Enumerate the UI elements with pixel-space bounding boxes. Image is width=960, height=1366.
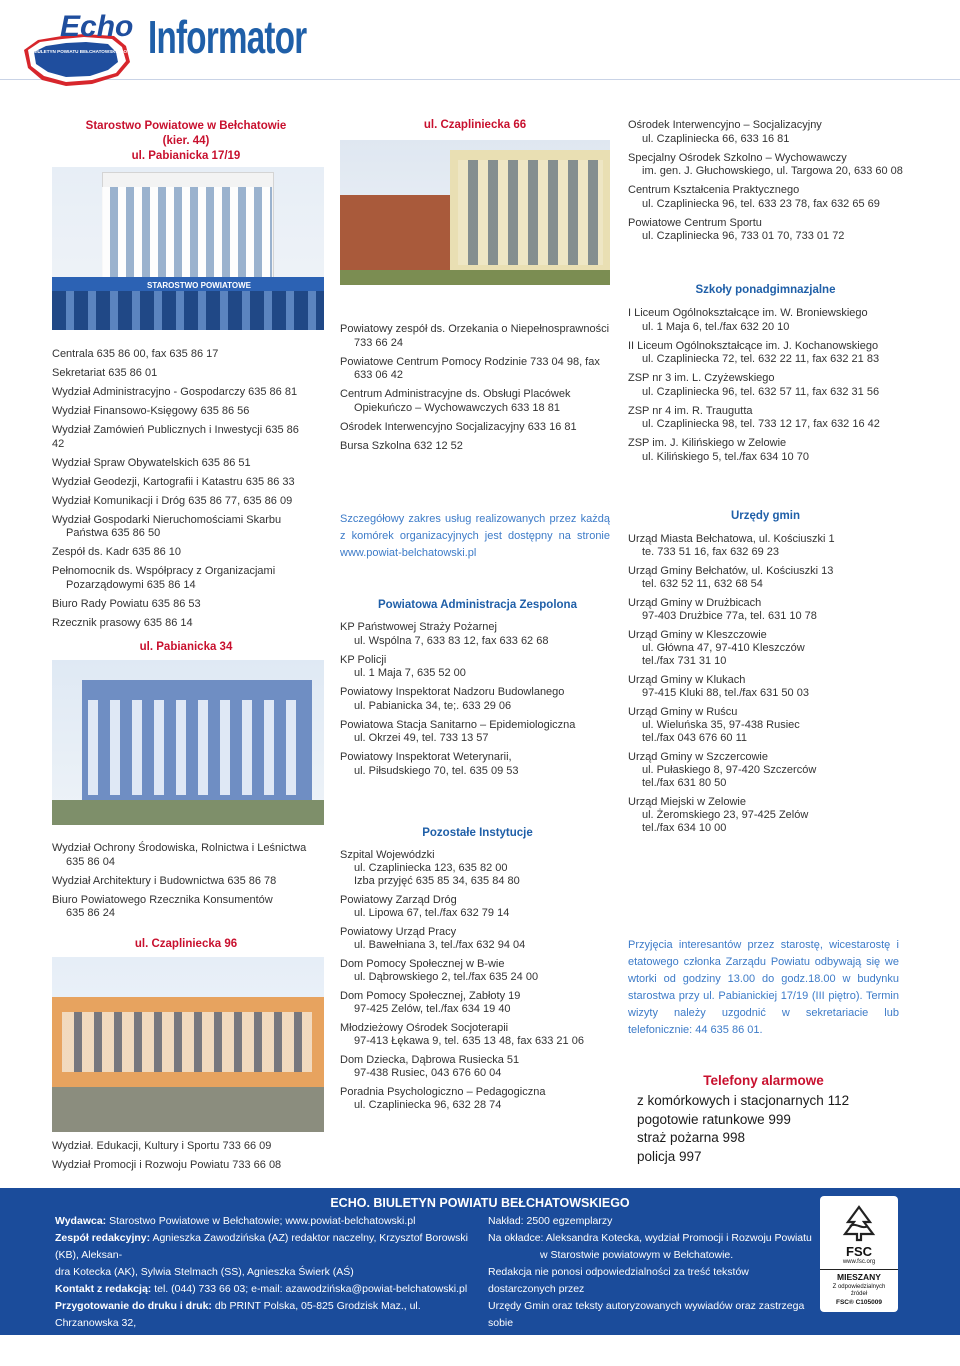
list-item: Wydział Architektury i Budownictwa 635 86 78 bbox=[52, 874, 277, 887]
list-item: Powiatowa Stacja Sanitarno – Epidemiologiczna ul. Okrzei 49, tel. 733 13 57 bbox=[340, 718, 576, 744]
col2-note: Szczegółowy zakres usług realizowanych przez każdą z komórek organizacyjnych jest dostępny na stronie www.powiat-belchatowski.pl bbox=[340, 513, 610, 559]
footer-title: ECHO. BIULETYN POWIATU BEŁCHATOWSKIEGO bbox=[330, 1196, 630, 1210]
col2-heading-administracja: Powiatowa Administracja Zespolona bbox=[378, 599, 577, 611]
alarm-line: straż pożarna 998 bbox=[637, 1130, 746, 1145]
list-item: Poradnia Psychologiczno – Pedagogiczna ul. Czapliniecka 96, 632 28 74 bbox=[340, 1085, 546, 1111]
list-item: Powiatowy zespół ds. Orzekania o Niepełnosprawności 733 66 24 bbox=[340, 323, 610, 349]
footer-line: Urzędy Gmin oraz teksty autoryzowanych wywiadów oraz zastrzega sobie bbox=[488, 1300, 805, 1329]
col3-list-urzedy bbox=[628, 533, 928, 841]
photo-czapliniecka66-building bbox=[340, 140, 610, 285]
alarm-line: policja 997 bbox=[637, 1148, 702, 1164]
list-item: Młodzieżowy Ośrodek Socjoterapii 97-413 Łękawa 9, tel. 635 13 48, fax 633 21 06 bbox=[340, 1021, 584, 1047]
photo-starostwo-building bbox=[52, 167, 324, 330]
alarm-title: Telefony alarmowe bbox=[703, 1073, 824, 1088]
list-item: Urząd Gminy w Drużbicach 97-403 Drużbice 77a, tel. 631 10 78 bbox=[628, 596, 817, 623]
list-item: Dom Pomocy Społecznej, Zabłoty 19 97-425 Zelów, tel./fax 634 19 40 bbox=[340, 989, 521, 1016]
list-item: Wydział Administracyjno - Gospodarczy 635 86 81 bbox=[52, 386, 298, 398]
photo-sign: STAROSTWO POWIATOWE bbox=[147, 281, 251, 290]
list-item: Ośrodek Interwencyjno Socjalizacyjny 633 16 81 bbox=[340, 420, 577, 433]
list-item: Urząd Miejski w Zelowie ul. Żeromskiego 23, 97-425 Zelów tel./fax 634 10 00 bbox=[628, 795, 809, 835]
echo-logo bbox=[18, 6, 138, 88]
list-item: Zespół ds. Kadr 635 86 10 bbox=[52, 546, 182, 558]
list-item: KP Państwowej Straży Pożarnej ul. Wspólna 7, 633 83 12, fax 633 62 68 bbox=[340, 621, 549, 647]
list-item: Dom Dziecka, Dąbrowa Rusiecka 51 97-438 Rusiec, 043 676 60 04 bbox=[340, 1053, 520, 1079]
list-item: Biuro Powiatowego Rzecznika Konsumentów 635 86 24 bbox=[52, 893, 273, 919]
col1-heading-starostwo: Starostwo Powiatowe w Bełchatowie (kier. 44) ul. Pabianicka 17/19 bbox=[85, 120, 287, 162]
footer-line: Zespół redakcyjny: Agnieszka Zawodzińska (AZ) redaktor naczelny, Krzysztof Borowski (KB), Aleksan- bbox=[55, 1232, 468, 1261]
fsc-url: www.fsc.org bbox=[842, 1259, 876, 1265]
list-item: Centrum Administracyjne ds. Obsługi Placówek Opiekuńczo – Wychowawczych 633 18 81 bbox=[340, 388, 571, 414]
col2-list-czapliniecka66 bbox=[340, 323, 615, 459]
list-item: Bursa Szkolna 632 12 52 bbox=[340, 439, 463, 452]
list-item: Urząd Gminy w Szczercowie ul. Pułaskiego 8, 97-420 Szczerców tel./fax 631 80 50 bbox=[628, 750, 817, 790]
list-item: Powiatowy Urząd Pracy ul. Bawełniana 3, tel./fax 632 94 04 bbox=[340, 926, 526, 952]
page-title: Informator bbox=[148, 11, 307, 63]
col3-list-placowki bbox=[628, 119, 928, 249]
footer-line: Nakład: 2500 egzemplarzy bbox=[488, 1215, 613, 1227]
list-item: Ośrodek Interwencyjno – Socjalizacyjny ul. Czapliniecka 66, 633 16 81 bbox=[628, 119, 822, 145]
list-item: Dom Pomocy Społecznej w B-wie ul. Dąbrowskiego 2, tel./fax 635 24 00 bbox=[340, 957, 539, 984]
col2-heading-czapliniecka66: ul. Czapliniecka 66 bbox=[423, 119, 527, 131]
list-item: Wydział Komunikacji i Dróg 635 86 77, 635 86 09 bbox=[52, 494, 293, 507]
footer-line: Wydawca: Starostwo Powiatowe w Bełchatowie; www.powiat-belchatowski.pl bbox=[55, 1215, 416, 1227]
col1-list-starostwo bbox=[52, 348, 314, 636]
alarm-line: z komórkowych i stacjonarnych 112 bbox=[637, 1093, 850, 1108]
col1-heading-pabianicka34: ul. Pabianicka 34 bbox=[139, 641, 233, 653]
fsc-tree-icon bbox=[840, 1204, 878, 1242]
list-item: ZSP nr 4 im. R. Traugutta ul. Czapliniecka 98, tel. 733 12 17, fax 632 16 42 bbox=[628, 404, 880, 430]
col1-list-pabianicka34 bbox=[52, 842, 314, 926]
list-item: Powiatowy Inspektorat Weterynarii, ul. Piłsudskiego 70, tel. 635 09 53 bbox=[340, 751, 519, 777]
fsc-code: FSC® C105009 bbox=[836, 1299, 882, 1306]
list-item: Wydział Ochrony Środowiska, Rolnictwa i Leśnictwa 635 86 04 bbox=[52, 842, 307, 868]
logo-subtitle: BIULETYN POWIATU BEŁCHATOWSKIEGO bbox=[32, 49, 128, 54]
list-item: Biuro Rady Powiatu 635 86 53 bbox=[52, 597, 201, 610]
footer-line: dra Kotecka (AK), Sylwia Stelmach (SS), Agnieszka Świerk (AŚ) bbox=[55, 1266, 354, 1278]
col2-heading-instytucje: Pozostałe Instytucje bbox=[422, 827, 533, 839]
list-item: Urząd Gminy w Klukach 97-415 Kluki 88, tel./fax 631 50 03 bbox=[628, 673, 809, 700]
list-item: Powiatowy Inspektorat Nadzoru Budowlanego ul. Pabianicka 34, te;. 633 29 06 bbox=[340, 686, 565, 712]
list-item: Pełnomocnik ds. Współpracy z Organizacjami Pozarządowymi 635 86 14 bbox=[52, 565, 276, 591]
list-item: Urząd Gminy Bełchatów, ul. Kościuszki 13 tel. 632 52 11, 632 68 54 bbox=[628, 564, 834, 591]
list-item: Specjalny Ośrodek Szkolno – Wychowawczy im. gen. J. Głuchowskiego, ul. Targowa 20, 633 60 08 bbox=[628, 151, 903, 177]
list-item: Rzecznik prasowy 635 86 14 bbox=[52, 616, 193, 629]
list-item: Wydział Geodezji, Kartografii i Katastru 635 86 33 bbox=[52, 475, 295, 488]
header-rule bbox=[0, 79, 960, 80]
footer-right bbox=[488, 1213, 813, 1366]
list-item: Wydział Promocji i Rozwoju Powiatu 733 66 08 bbox=[52, 1159, 282, 1171]
list-item: Powiatowe Centrum Sportu ul. Czapliniecka 96, 733 01 70, 733 01 72 bbox=[628, 216, 845, 242]
col2-list-instytucje bbox=[340, 849, 615, 1117]
col2-list-administracja bbox=[340, 621, 615, 784]
list-item: Wydział. Edukacji, Kultury i Sportu 733 66 09 bbox=[52, 1140, 272, 1152]
footer-line: prawo do umieszczania artykułów na stronie www.powiat-belchatowski.pl. bbox=[488, 1334, 756, 1363]
list-item: Wydział Gospodarki Nieruchomościami Skarbu Państwa 635 86 50 bbox=[52, 513, 282, 539]
list-item: Wydział Spraw Obywatelskich 635 86 51 bbox=[52, 456, 251, 469]
logo-text: Echo bbox=[60, 10, 134, 43]
footer bbox=[0, 1188, 960, 1363]
fsc-brand: FSC bbox=[846, 1244, 872, 1259]
col3-list-szkoly bbox=[628, 307, 928, 470]
col1-list-czapliniecka96 bbox=[52, 1140, 314, 1178]
alarm-line: pogotowie ratunkowe 999 bbox=[637, 1111, 791, 1127]
footer-left bbox=[55, 1213, 475, 1349]
alarm-list bbox=[637, 1092, 899, 1166]
footer-line: Przygotowanie do druku i druk: db PRINT Polska, 05-825 Grodzisk Maz., ul. Chrzanowska 32, bbox=[55, 1300, 421, 1329]
fsc-sub: Z odpowiedzialnych źródeł bbox=[832, 1284, 886, 1297]
col3-note: Przyjęcia interesantów przez starostę, wicestarostę i etatowego członka Zarządu Powiatu odbywają się we wtorki od godziny 13.00 do godz.18.00 w budynku starostwa przy ul. Pabianickiej 17/19 (III piętro). Termin wizyty należy uzgodnić w sekretariacie lub telefonicznie: 44 635 86 01. bbox=[628, 939, 899, 1036]
list-item: Powiatowe Centrum Pomocy Rodzinie 733 04 98, fax 633 06 42 bbox=[340, 355, 600, 381]
list-item: I Liceum Ogólnokształcące im. W. Broniewskiego ul. 1 Maja 6, tel./fax 632 20 10 bbox=[628, 307, 868, 333]
footer-line: Kontakt z redakcją: tel. (044) 733 66 03; e-mail: azawodzińska@powiat-belchatowski.pl bbox=[55, 1283, 468, 1295]
list-item: ZSP im. J. Kilińskiego w Zelowie ul. Kilińskiego 5, tel./fax 634 10 70 bbox=[628, 437, 809, 463]
footer-line: Na okładce: Aleksandra Kotecka, wydział Promocji i Rozwoju Powiatu bbox=[488, 1232, 812, 1244]
fsc-label: MIESZANY bbox=[837, 1272, 881, 1282]
list-item: ZSP nr 3 im. L. Czyżewskiego ul. Czapliniecka 96, tel. 632 57 11, fax 632 31 56 bbox=[628, 372, 880, 398]
list-item: Centrum Kształcenia Praktycznego ul. Czapliniecka 96, tel. 633 23 78, fax 632 65 69 bbox=[628, 184, 880, 210]
col3-heading-urzedy: Urzędy gmin bbox=[730, 510, 800, 522]
list-item: Centrala 635 86 00, fax 635 86 17 bbox=[52, 348, 219, 360]
list-item: Urząd Gminy w Kleszczowie ul. Główna 47, 97-410 Kleszczów tel./fax 731 31 10 bbox=[628, 628, 805, 668]
footer-line: tel. 22 201 77 00 bbox=[55, 1334, 134, 1346]
list-item: Urząd Gminy w Ruścu ul. Wieluńska 35, 97-438 Rusiec tel./fax 043 676 60 11 bbox=[628, 705, 800, 745]
list-item: Urząd Miasta Bełchatowa, ul. Kościuszki 1 te. 733 51 16, fax 632 69 23 bbox=[628, 533, 835, 559]
col3-heading-szkoly: Szkoły ponadgimnazjalne bbox=[695, 284, 836, 296]
list-item: Sekretariat 635 86 01 bbox=[52, 367, 158, 379]
col1-heading-czapliniecka96: ul. Czapliniecka 96 bbox=[134, 938, 238, 950]
list-item: KP Policji ul. 1 Maja 7, 635 52 00 bbox=[340, 653, 466, 679]
footer-line: w Starostwie powiatowym w Bełchatowie. bbox=[540, 1249, 734, 1261]
list-item: Wydział Finansowo-Księgowy 635 86 56 bbox=[52, 405, 250, 417]
fsc-badge bbox=[820, 1196, 898, 1312]
list-item: Wydział Zamówień Publicznych i Inwestycji 635 86 42 bbox=[52, 424, 299, 450]
photo-czapliniecka96-building bbox=[52, 957, 324, 1132]
list-item: Powiatowy Zarząd Dróg ul. Lipowa 67, tel./fax 632 79 14 bbox=[340, 894, 510, 920]
photo-pabianicka34-building bbox=[52, 660, 324, 825]
list-item: II Liceum Ogólnokształcące im. J. Kochanowskiego ul. Czapliniecka 72, tel. 632 22 11, fax 632 21 83 bbox=[628, 339, 880, 365]
footer-line: Redakcja nie ponosi odpowiedzialności za treść tekstów dostarczonych przez bbox=[488, 1266, 749, 1295]
list-item: Szpital Wojewódzki ul. Czapliniecka 123, 635 82 00 Izba przyjęć 635 85 34, 635 84 80 bbox=[340, 849, 520, 888]
